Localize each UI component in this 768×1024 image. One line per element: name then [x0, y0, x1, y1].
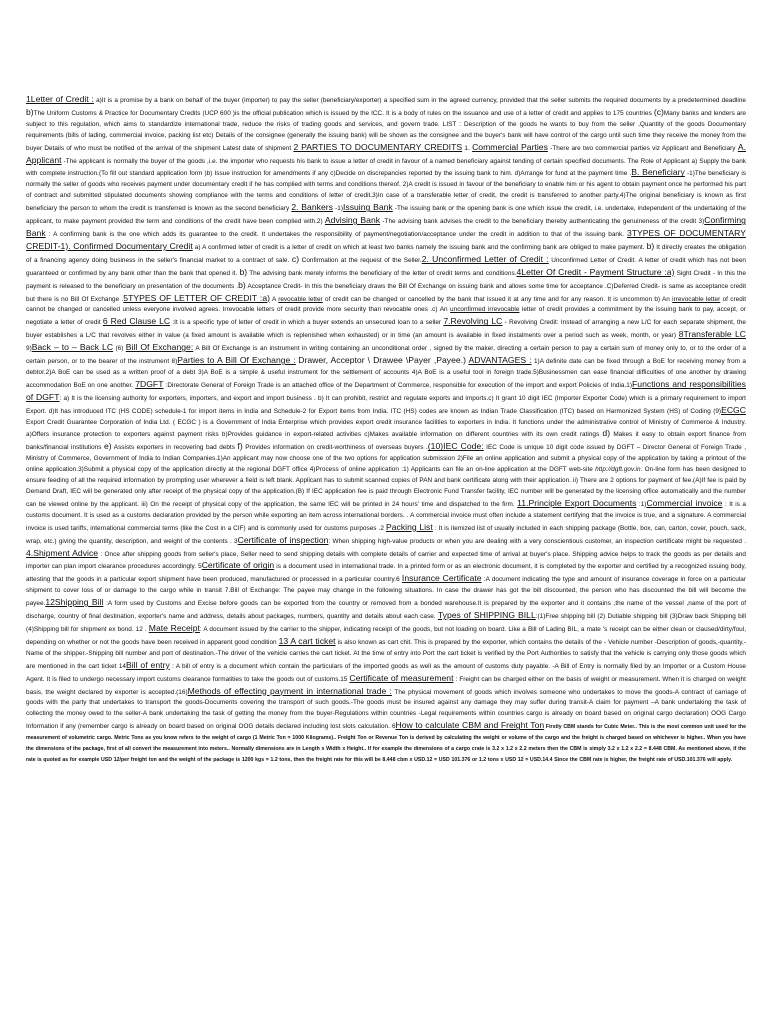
- underlined-term: irrevocable letter: [672, 295, 721, 303]
- section-heading: 5TYPES OF LETTER OF CREDIT :a): [123, 292, 270, 303]
- body-text: is a document used in international trade. In a printed form or as an electronic document, it is completed by the exporter and certified by a recognized issuing body, attesting that the goods in a particular export shipment have been produced, manufactured or processed in a particular country.6: [26, 563, 746, 584]
- section-heading: 12Shipping Bill: [45, 597, 104, 608]
- body-text: -The applicant is normally the buyer of the goods ,i.e. the importer who requests his bank to issue a letter of credit in favour of a named beneficiary against tending of certain specified documents. The Role of Applicant a) Supply the bank with complete instruction.(To fill out standard application form )b) Issue instruction for amendments if any c)Decide on discrepancies reported by the issuing bank to him. d)Arrange for fund at the payment time .: [26, 157, 746, 178]
- section-heading: b): [646, 240, 655, 251]
- body-text: It directly creates the obligation of a financing agency doing business in the seller's financial market to a contract of sale.: [26, 243, 746, 264]
- section-heading: (10)IEC Code:: [427, 441, 484, 452]
- section-heading: 6 Red Clause LC: [102, 316, 171, 327]
- section-heading: b): [239, 266, 248, 277]
- body-text: - Revolving Credit: Instead of arranging a new L/C for each separate shipment, the buyer establishes a L/C that revolves either in value (a fixed amount is available which is replenished when exhausted) or in time (an amount is available in fixed instalments over a period such as week, month, or year): [26, 319, 746, 340]
- body-text: The physical movement of goods which involves someone who undertakes to move the goods-A contract of carriage of goods with the party that undertakes to transport the goods-Documents covering the transport of such goods.-The goods must be insured against any damage they may suffer during transit-A claim for payment –A bank undertaking the task of collecting the money owed to the seller-A bank undertaking the task of getting the money from the buyer-Regulations within countries -Legal requirements within countries cargo is already on board based on original cargo declaration) OOG Cargo Information if any (remember cargo is already on board based on original OOG details declared including lost slots calculation. 6: [26, 688, 746, 731]
- section-heading: B. Beneficiary: [631, 167, 685, 178]
- body-text: is also known as cart chit. This is prepared by the exporter, which contains the details of the - Vehicle number -Description of goods,-quantity,-Name of the shipper.-Shipping bill number and port of destination.-The driver of the vehicle carries the cart ticket. At the time of entry into Port the cart ticket is verified by the Port Authorities to satisfy that the vehicle is carrying only those goods which are mentioned in the cart ticket 14: [26, 638, 746, 670]
- section-heading: Commercial invoice: [646, 497, 723, 508]
- body-text: 9): [26, 345, 32, 353]
- body-text: a)It is a promise by a bank on behalf of the buyer (importer) to pay the seller (beneficiary/exporter) a specified sum in the agreed currency, provided that the seller submits the required documents by a predetermined deadline: [93, 97, 746, 104]
- section-heading: ECGC: [721, 404, 746, 415]
- section-heading: c): [291, 253, 300, 264]
- body-text: A: [270, 295, 279, 303]
- body-text: Assists exporters in recovering bad debts: [111, 444, 238, 452]
- section-heading: d): [602, 428, 611, 439]
- body-text: :(1)Free shipping bill (2) Dutiable shipping bill (3)Draw back Shipping bill (4)Shipping bill for shipment ex bond. 12 .: [26, 613, 747, 633]
- body-text: http://dgft.gov.in: [595, 466, 641, 474]
- section-heading: 2. Unconfirmed Letter of Credit :: [421, 253, 549, 264]
- body-text: Confirmation at the request of the Seller.: [299, 256, 422, 264]
- section-heading: 8Transferable LC: [678, 329, 746, 340]
- body-text: . On-line form has been designed to ensure feeding of all the required information by prompting user wherever a field is left blank. Applicant has to submit scanned copies of PAN and bank certificate along with their application. ii) There are 2 options for payment of fee.(A)If fee is paid by Demand Draft, IEC will be generated only after receipt of the physical copy of the application.(B) If IEC application fee is paid through Electronic Fund Transfer facility, IEC number will be generated by the licensing office automatically and the number can be viewed online by the applicant. iii) On the receipt of physical copy of the application, the same IEC will be printed in 24 hours' time and dispatched to the firm.: [26, 466, 746, 508]
- body-text: : Once after shipping goods from seller's place, Seller need to send shipping details with complete details of carrier and expected time of arrival at buyer's place. Shipping advice helps to track the goods as per details and importer can plan import clearance procedures accordingly. 5: [26, 550, 746, 571]
- body-text: (6): [113, 345, 126, 353]
- section-heading: b): [238, 279, 246, 290]
- body-text: Many banks and lenders are subject to this regulation, which aims to standardize international trade, reduce the risks of trading goods and services, and govern trade. LIST : Description of the goods he wants to buy from the seller ,Quantity of the goods Documentary requirements (bills of lading, commercial invoice, packing list etc) Details of the consignee (generally the issuing bank) will be shown as the consignee and the buyer's bank will have control of the cargo until such time they receive the money from the buyer Details of who must be notified of the arrival of the shipment Latest date of shipment: [26, 109, 746, 152]
- section-heading: 3TYPES OF DOCUMENTARY CREDIT-1). Confirmed Documentary Credit: [26, 227, 746, 251]
- body-text: IEC Code is unique 10 digit code issued by DGFT – Director General of Foreign Trade , Ministry of Commerce, Government of India to Indian Companies.1)An applicant may now choose one of the two options for application submission 2)File an online application and submit a physical copy of the application by taking a printout of the online application.3)Submit a physical copy of the application directly at the regional DGFT office 4)Process of online application :1) Applicants can file an on-line application at the DGFT web-site: [26, 444, 747, 474]
- body-text: -The issuing bank or the opening bank is one which issue the credit, i.e. undertake, independent of the undertaking of the applicant, to make payment provided the term and conditions of the credit have been complied with.2): [26, 205, 746, 226]
- body-text: Acceptance Credit- In this the beneficiary draws the Bill Of Exchange on issuing bank and allows some time for acceptance .C)Deferred Credit- is same as acceptance credit but there is no Bill Of Exchange .: [26, 282, 746, 303]
- body-text: Provides information on credit-worthiness of overseas buyers .: [242, 444, 428, 452]
- section-heading: (c): [653, 106, 664, 117]
- main-paragraph: [22, 94, 746, 766]
- body-text: of credit can be changed or cancelled by the bank that issued it at any time and for any reason. It is uncommon b) An: [322, 295, 673, 303]
- underlined-term: revocable letter: [278, 295, 323, 303]
- body-text: Sight Credit - In this the payment is released to the beneficiary on presentation of the documents .: [26, 269, 746, 290]
- body-text: : A confirming bank is the one which adds its guarantee to the credit. It undertakes the responsibility of payment/negotiation/acceptance under the credit in addition to that of the issuing bank.: [45, 230, 627, 238]
- body-text: :1): [636, 500, 647, 508]
- body-text: 1)A definite date can be fixed through a BoE for receiving money from a debtor.2)A BoE can be used as a written proof of a debt 3)A BoE is a simple & useful instrument for the settlement of accounts 4)A BoE is a useful tool in foreign trade.5)Businessmen can ease financial difficulties of one another by drawing accommodation BoE on one another.: [26, 358, 746, 389]
- section-heading: 4Letter Of Credit - Payment Structure :a): [516, 266, 675, 277]
- section-heading: f): [237, 441, 243, 452]
- section-heading: A. Applicant: [26, 141, 746, 165]
- section-heading: Functions and responsibilities of DGFT: [26, 378, 746, 402]
- body-text: Unconfirmed Letter of Credit. A letter of credit which has not been guaranteed or confirmed by any bank other than the bank that opened it.: [26, 256, 746, 277]
- section-heading: Types of SHIPPING BILL: [437, 610, 536, 621]
- section-heading: Packing List: [385, 521, 433, 532]
- body-text: : Freight can be charged either on the basis of weight or measurement. When it is charged on weight basis, the weight declared by exporter is accepted.(16): [26, 675, 746, 696]
- section-heading: Certificate of inspection: [237, 534, 329, 545]
- body-text: :It is a specific type of letter of credit in which a buyer extends an unsecured loan to a seller: [170, 319, 444, 327]
- section-heading: 1Letter of Credit :: [26, 94, 94, 104]
- body-text: Export Credit Guarantee Corporation of India Ltd. ( ECGC ) is a Government of India Enterprise which provides export credit insurance facilities to exporters in India. It functions under the administrative control of Ministry of Commerce & Industry. a)Offers insurance protection to exporters against payment risks b)Provides guidance in export-related activities c)Makes available information on different countries with its own credit ratings: [26, 418, 746, 439]
- section-heading: Insurance Certificate: [401, 573, 482, 584]
- body-text: a) A confirmed letter of credit is a letter of credit on which at least two banks namely the issuing bank and the confirming bank are obliged to make payment.: [192, 243, 647, 251]
- section-heading: Confirming Bank: [26, 215, 746, 238]
- body-text: : When shipping high-value products or when you are dealing with a very conscientious customer, an inspection certificate might be requested .: [328, 537, 746, 545]
- body-text: -The advising bank advises the credit to the beneficiary thereby authenticating the genuineness of the credit 3): [380, 218, 705, 226]
- section-heading: Advising Bank: [324, 215, 381, 226]
- section-heading: Parties to A Bill Of Exchange :: [177, 355, 296, 366]
- section-heading: Certificate of measurement: [349, 672, 454, 683]
- underlined-term: unconfirmed irrevocable: [450, 306, 520, 314]
- body-text: 1.: [462, 144, 473, 152]
- section-heading: e): [103, 441, 112, 452]
- section-heading: Issuing Bank: [342, 202, 393, 213]
- section-heading: 11.Principle Export Documents: [517, 497, 637, 508]
- section-heading: 4.Shipment Advice: [26, 547, 99, 558]
- body-text: : It is a customs document. It is used as a customs declaration provided by the person while exporting an item across international borders. . A commercial invoice must often include a statement certifying that the invoice is true, and a signature. A commercial invoice is used tariffs, international commercial terms (like the Cost in a CIF) and is commonly used for customs purposes .2: [26, 500, 746, 532]
- section-heading: Back – to – Back LC: [31, 342, 114, 353]
- section-heading: Methods of effecting payment in international trade :: [187, 685, 392, 696]
- body-text: letter of credit provides a commitment by the issuing bank to pay, accept, or negotiate a letter of credit: [26, 306, 746, 327]
- body-text: A Bill Of Exchange is an instrument in writing containing an unconditional order , signed by the maker, directing a certain person to pay a certain sum of money only to, or to the order of a certain person, or to the bearer of the instrument 8): [26, 345, 746, 366]
- section-heading: ADVANTAGES :: [468, 355, 532, 366]
- section-heading: 2. Bankers: [291, 202, 333, 213]
- section-heading: b): [26, 106, 34, 117]
- body-text: Makes it easy to obtain export finance from banks/financial institutions: [26, 431, 747, 452]
- section-heading: How to calculate CBM and Freight Ton: [395, 720, 545, 731]
- body-text: :Directorate General of Foreign Trade is an attached office of the Department of Commerce, responsible for execution of the import and export Policies of India.1): [163, 381, 633, 389]
- body-text: -1): [332, 205, 343, 213]
- body-text: : a) It is the licensing authority for exporters, importers, and export and import business . b) It can prohibit, restrict and regulate exports and imports.c) It grant 10 digit IEC (Importer Exporter Code) which is a primary requirement to import Export. d)It has introduced ITC (HS CODE) schedule-1 for import items in India and Schedule-2 for Export items from India. ITC (HS) codes are known as Indian Trade Classification (ITC) based on Harmonized System (HS) of Coding (9): [26, 394, 746, 415]
- body-text: -1)The beneficiary is normally the seller of goods who receives payment under documentary credit if he has complied with terms and conditions thereof. 2)A credit is issued in favour of the beneficiary to enable him or his agent to obtain payment once he performed his part of contract and submitted stipulated documents showing compliance with the terms and conditions of letter of credit.3)In case of a transferable letter of credit, the credit is transferred to another party.4)The original beneficiary is known as first beneficiary the person to whom the credit is transferred is known as the second beneficiary: [26, 170, 747, 213]
- section-heading: Mate Receipt: [148, 622, 200, 633]
- section-heading: 7DGFT: [135, 378, 164, 389]
- body-text: :A form used by Customs and Excise before goods can be exported from the country or removed from a bonded warehouse.It is prepared by the exporter and it contains ,the name of the vessel ,name of the port of discharge, country of final destination, exporter's name and address, details about packages, numbers, quantity and details about each case.: [26, 600, 746, 621]
- body-text: : A document issued by the carrier to the shipper, indicating receipt of the goods, but not loading on board. Like a Bill of Lading BIL, a mate 's receipt can be either clean or claused/dirty/foul, depending on whether or not the goods have been received in apparent good condition: [26, 625, 746, 646]
- section-heading: Bill Of Exchange:: [125, 342, 194, 353]
- body-text: :A document indicating the type and amount of insurance coverage in force on a particular shipment to cover loss of or damage to the cargo while in transit 7.Bill of Exchange: The payee may change in the following situations. In case the drawer has got the bill discounted, the person who has discounted the bill will become the payee.: [26, 576, 746, 608]
- section-heading: Commercial Parties: [472, 141, 548, 152]
- body-text: -There are two commercial parties viz Applicant and Beneficiary: [547, 144, 738, 152]
- body-text: : A bill of entry is a document which contain the particulars of the imported goods as well as the amount of customs duty payable. -A Bill of Entry is normally filed by an Importer or a Custom House Agent. It is filed to undergo necessary import customs clearance formalities to take the goods out of customs.15: [26, 662, 747, 683]
- body-text: The Uniform Customs & Practice for Documentary Credits (UCP 600 )is the official publication which is issued by the ICC. It is a body of rules on the issuance and use of a letter of credit and applies to 175 countries: [33, 109, 654, 117]
- section-heading: Bill of entry: [125, 659, 170, 670]
- section-heading: Certificate of origin: [201, 560, 275, 571]
- document-body: [22, 94, 746, 766]
- section-heading: 2 PARTIES TO DOCUMENTARY CREDITS: [293, 141, 463, 152]
- body-text: of credit cannot be changed or cancelled unless everyone involved agrees. Irrevocable letters of credit provide more security than revocable ones .c) An: [26, 295, 747, 314]
- body-text: : It is itemized list of usually included in each shipping package (Bottle, box, can, carton, cover, pouch, sack, wrap, etc.) giving the quantity, description, and weight of the contents . 3: [26, 524, 746, 545]
- section-heading: 13 A cart ticket: [278, 635, 336, 646]
- body-text: The advising bank merely informs the beneficiary of the letter of credit terms and conditions.: [247, 269, 517, 277]
- section-heading: 7.Revolving LC: [443, 316, 503, 327]
- body-text: Firstly CBM stands for Cubic Meter.. This is the most common unit used for the measurement of volumetric cargo. Metric Tons as you know refers to the weight of cargo (1 Metric Ton = 1000 Kilograms).. Freight Ton or Revenue Ton is derived by calculating the weight or volume of the cargo and the freight is charged based on whichever is higher.. When you have the dimensions of the package, first of all convert the measurement into meters.. Normally dimensions are in Length x Width x Height.. If for example the dimensions of a cargo crate is 3.2 x 1.2 x 2.2 meters then the CBM is simply 3.2 x 1.2 x 2.2 = 8.448 CBM. As mentioned above, if the rate is quoted as for example USD 12/per freight ton and the weight of the package is 1200 kgs = 1.2 tons, then the freight rate for this will be 8.448 cbm x USD.12 = USD 101.376 or 1.2 tons x USD 12 = USD.14.4 Since the CBM rate is higher, the freight rate of USD.101.376 will apply.: [26, 724, 746, 763]
- section-heading: Drawer, Acceptor \ Drawee \Payer ,Payee.): [298, 355, 467, 366]
